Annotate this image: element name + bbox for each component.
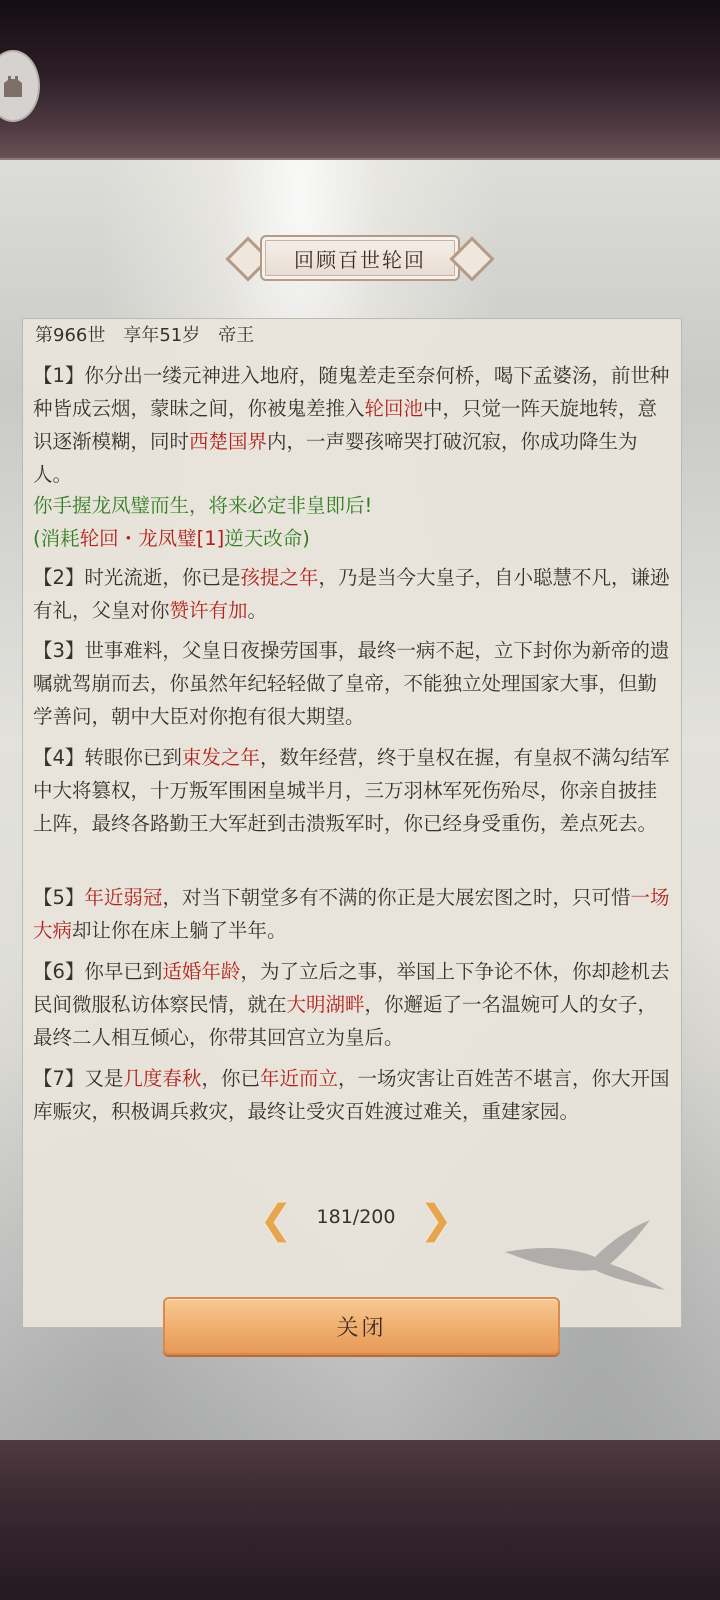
story-paragraph-1 bbox=[33, 359, 673, 491]
story-paragraph-2: 【2】时光流逝，你已是孩提之年，乃是当今大皇子，自小聪慧不凡，谦逊有礼，父皇对你赞许有加。 bbox=[33, 566, 670, 622]
pager bbox=[256, 1196, 456, 1244]
story-paragraph-3: 【3】世事难料，父皇日夜操劳国事，最终一病不起，立下封你为新帝的遗嘱就驾崩而去，你虽然年纪轻轻做了皇帝，不能独立处理国家大事，但勤学善问，朝中大臣对你抱有很大期望。 bbox=[33, 639, 670, 728]
paragraph-text: 中，只觉一阵天旋地转，意识逐渐模糊，同时 bbox=[33, 397, 658, 453]
top-bar bbox=[0, 0, 720, 158]
consume-note: (消耗轮回・龙凤璧[1]逆天改命) bbox=[33, 527, 310, 550]
fate-note: 你手握龙凤璧而生，将来必定非皇即后! bbox=[33, 494, 373, 517]
highlight-text: 年近而立 bbox=[259, 1067, 338, 1090]
story-paragraph-4: 【4】转眼你已到束发之年，数年经营，终于皇权在握，有皇叔不满勾结军中大将篡权，十万叛军围困皇城半月，三万羽林军死伤殆尽，你亲自披挂上阵，最终各路勤王大军赶到击溃叛军时，你已经身受重伤，差点死去。 bbox=[33, 746, 670, 835]
highlight-text: 西楚国界 bbox=[189, 430, 268, 453]
paragraph-text: 内，一声婴孩啼哭打破沉寂，你成功降生为人。 bbox=[33, 430, 638, 486]
close-button[interactable]: 关闭 bbox=[163, 1297, 560, 1355]
story-paragraph-5: 【5】年近弱冠，对当下朝堂多有不满的你正是大展宏图之时，只可惜一场大病却让你在床上躺了半年。 bbox=[33, 886, 670, 942]
page-indicator: 181/200 bbox=[316, 1206, 396, 1228]
highlight-text: 轮回池 bbox=[364, 397, 424, 420]
highlight-text: 几度春秋 bbox=[123, 1067, 202, 1090]
life-header: 第966世 享年51岁 帝王 bbox=[35, 325, 255, 346]
story-content[interactable] bbox=[22, 318, 682, 1328]
highlight-text: 孩提之年 bbox=[240, 566, 319, 589]
story-paragraph-6: 【6】你早已到适婚年龄，为了立后之事，举国上下争论不休，你却趁机去民间微服私访体察民情，就在大明湖畔，你邂逅了一名温婉可人的女子，最终二人相互倾心，你带其回宫立为皇后。 bbox=[33, 960, 670, 1049]
crane-decoration-icon bbox=[500, 1212, 670, 1292]
highlight-text: 大明湖畔 bbox=[286, 993, 365, 1016]
chevron-right-icon[interactable]: ❯ bbox=[419, 1197, 453, 1243]
castle-icon bbox=[2, 73, 24, 99]
dragon-phoenix-note bbox=[33, 489, 673, 555]
bottom-bar bbox=[0, 1440, 720, 1600]
paragraph-text: 【1】你分出一缕元神进入地府，随鬼差走至奈何桥，喝下孟婆汤，前世种种皆成云烟，蒙昧之间，你被鬼差推入 bbox=[33, 364, 670, 420]
panel-title: 回顾百世轮回 bbox=[260, 235, 460, 281]
review-panel bbox=[0, 158, 720, 1444]
highlight-text: 束发之年 bbox=[181, 746, 260, 769]
item-highlight: 轮回・龙凤璧[1] bbox=[79, 527, 225, 550]
panel-title-plate bbox=[228, 234, 492, 282]
highlight-text: 赞许有加 bbox=[169, 599, 248, 622]
highlight-text: 年近弱冠 bbox=[84, 886, 163, 909]
story-paragraph-7: 【7】又是几度春秋，你已年近而立，一场灾害让百姓苦不堪言，你大开国库赈灾，积极调兵救灾，最终让受灾百姓渡过难关，重建家园。 bbox=[33, 1067, 670, 1123]
chevron-left-icon[interactable]: ❮ bbox=[259, 1197, 293, 1243]
highlight-text: 适婚年龄 bbox=[162, 960, 241, 983]
highlight-text: 一场大病 bbox=[33, 886, 670, 942]
